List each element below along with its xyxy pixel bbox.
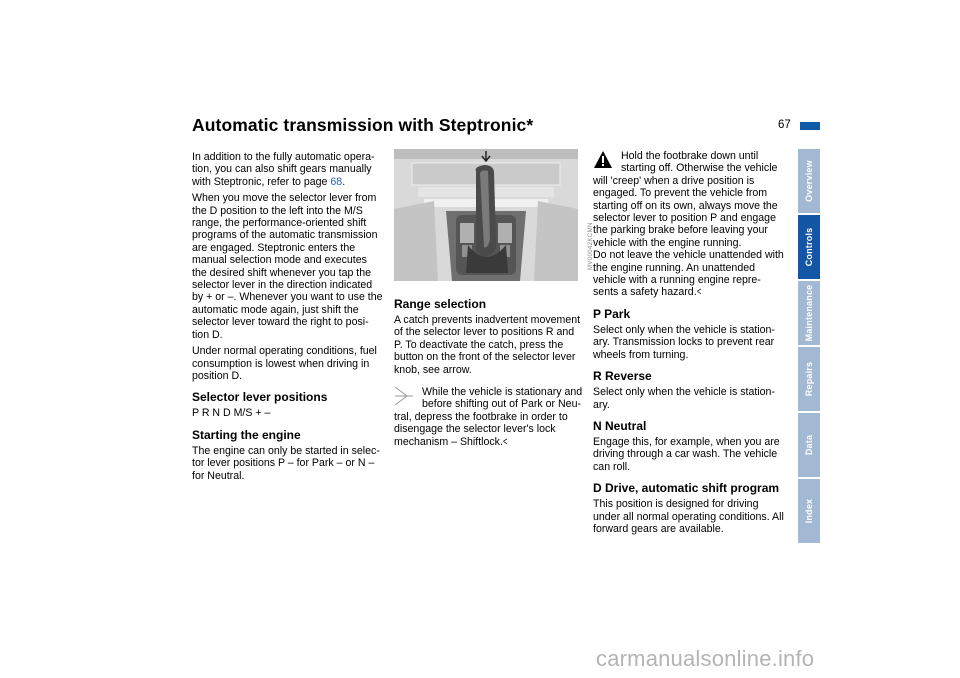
page-68-link[interactable]: 68 [330, 175, 343, 188]
reverse-heading: R Reverse [593, 369, 652, 384]
note-text [394, 411, 584, 448]
end-mark: < [696, 286, 701, 299]
tab-data-label: Data [804, 434, 814, 456]
note-rest: tral, depress the footbrake in order to disengage the selector lever's lock mechanism – Shiftlock. [394, 410, 568, 448]
drive-heading: D Drive, automatic shift program [593, 481, 780, 496]
column-2 [394, 297, 584, 452]
tab-repairs[interactable] [798, 347, 820, 411]
tab-controls-label: Controls [804, 227, 814, 267]
park-text: Select only when the vehicle is station-ary. Transmission locks to prevent rear wheels from turning. [593, 323, 775, 361]
range-selection-text: A catch prevents inadvertent movement of the selector lever to positions R and P. To deactivate the catch, press the button on the front of the selector lever knob, see arrow. [394, 314, 581, 376]
note-line-2: before shifting out of Park or Neu- [422, 398, 581, 411]
image-code [578, 150, 594, 270]
tab-repairs-label: Repairs [804, 361, 814, 397]
watermark: carmanualsonline.info [596, 646, 815, 671]
page-title: Automatic transmission with Steptronic* [192, 115, 534, 135]
selector-positions-text: P R N D M/S + – [192, 407, 271, 420]
tab-maintenance[interactable] [798, 281, 820, 345]
warning-text-2 [593, 249, 786, 299]
park-heading: P Park [593, 306, 631, 321]
end-mark: < [502, 435, 508, 448]
note-arrow-icon [394, 386, 414, 406]
tab-overview-label: Overview [804, 160, 814, 202]
page-number-bar [800, 122, 820, 130]
column-1 [192, 151, 384, 486]
neutral-heading: N Neutral [593, 418, 647, 433]
tab-controls[interactable] [798, 215, 820, 279]
selector-lever-photo [394, 149, 578, 281]
range-selection-heading: Range selection [394, 297, 487, 311]
tab-overview[interactable] [798, 149, 820, 213]
drive-text: This position is designed for driving under all normal operating conditions. All forward gears are available. [593, 498, 784, 535]
tab-index[interactable] [798, 479, 820, 543]
page-number: 67 [778, 119, 791, 131]
note-block [394, 386, 584, 448]
tab-data[interactable] [798, 413, 820, 477]
warning-text: will 'creep' when a drive position is engaged. To prevent the vehicle from starting off on its own, always move the selector lever to position P and engage the parking brake before leaving your vehicle with the engine running. [593, 174, 778, 249]
neutral-text: Engage this, for example, when you are driving through a car wash. The vehicle can roll. [593, 435, 780, 473]
image-code-text: MV00042KCMN [588, 222, 594, 270]
tab-index-label: Index [804, 498, 814, 524]
note-line-1: While the vehicle is stationary and [422, 386, 583, 399]
warning-line-2: starting off. Otherwise the vehicle [621, 162, 778, 175]
starting-engine-heading: Starting the engine [192, 427, 301, 442]
warning-line-1: Hold the footbrake down until [621, 150, 759, 162]
intro-period: . [342, 175, 346, 188]
warning-triangle-icon [593, 150, 613, 170]
starting-engine-text: The engine can only be started in selec-tor lever positions P – for Park – or N – for Neutral. [192, 444, 380, 482]
warning-p2: Do not leave the vehicle unattended with the engine running. An unattended vehicle with a running engine repre-sents a safety hazard. [593, 249, 784, 299]
fuel-paragraph: Under normal operating conditions, fuel consumption is lowest when driving in position D. [192, 345, 377, 382]
warning-block [593, 150, 786, 299]
selector-positions-heading: Selector lever positions [192, 390, 328, 405]
intro-paragraph [192, 151, 384, 188]
intro-text: In addition to the fully automatic opera-tion, you can also shift gears manually with Steptronic, refer to page [192, 151, 375, 188]
tab-maintenance-label: Maintenance [804, 284, 814, 342]
reverse-text: Select only when the vehicle is station-ary. [593, 386, 775, 411]
steptronic-paragraph: When you move the selector lever from the D position to the left into the M/S range, the performance-oriented shift programs of the automatic transmission are engaged. Steptronic enters the manual selection mode and executes the desired shift whenever you tap the selector lever in the direction indicated by + or –. Whenever you want to use the automatic mode again, just shift the selector lever toward the right to posi-tion D. [192, 192, 383, 341]
column-3 [593, 150, 786, 539]
